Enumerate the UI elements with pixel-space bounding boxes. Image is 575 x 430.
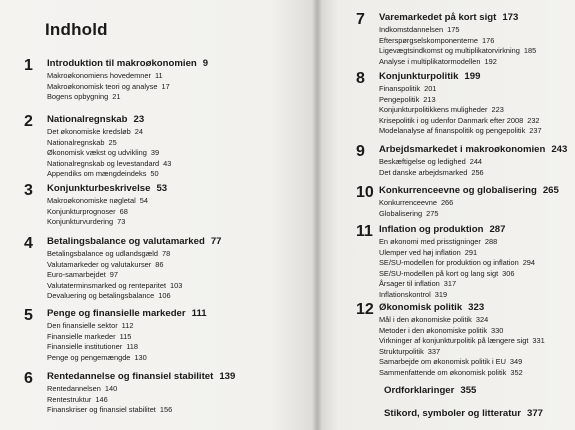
chapter-number: 4 bbox=[24, 235, 33, 252]
chapter-number: 9 bbox=[356, 143, 365, 160]
section-title: Virkninger af konjunkturpolitik på længere sigt bbox=[379, 336, 529, 345]
section-title: Pengepolitik bbox=[379, 94, 420, 104]
section-entry bbox=[379, 336, 545, 345]
section-title: SE/SU-modellen for produktion og inflation bbox=[379, 258, 519, 267]
section-title: Finansielle institutioner bbox=[47, 342, 123, 351]
section-entry bbox=[379, 279, 456, 288]
chapter-page-number: 77 bbox=[210, 236, 222, 247]
section-entry bbox=[379, 84, 436, 93]
section-entry bbox=[47, 217, 125, 226]
section-entry bbox=[47, 169, 159, 178]
chapter-number: 10 bbox=[356, 184, 374, 201]
section-page-number: 349 bbox=[509, 357, 523, 366]
section-entry bbox=[379, 347, 440, 356]
section-entry bbox=[47, 196, 148, 205]
section-entry bbox=[47, 395, 108, 404]
chapter-number: 11 bbox=[356, 223, 373, 240]
section-page-number: 306 bbox=[502, 268, 515, 278]
section-page-number: 118 bbox=[126, 342, 138, 351]
section-title: Efterspørgselskomponenterne bbox=[379, 35, 479, 45]
section-page-number: 73 bbox=[117, 217, 126, 226]
section-entry bbox=[47, 321, 133, 330]
chapter-page-number: 111 bbox=[191, 308, 207, 319]
section-entry bbox=[379, 46, 536, 55]
section-entry bbox=[47, 249, 170, 258]
chapter-number: 7 bbox=[356, 11, 365, 28]
section-title: Det danske arbejdsmarked bbox=[379, 167, 468, 177]
chapter-page-number: 139 bbox=[219, 371, 236, 382]
chapter-title: Varemarkedet på kort sigt bbox=[379, 12, 497, 23]
section-entry bbox=[379, 290, 447, 299]
section-page-number: 39 bbox=[150, 148, 160, 157]
section-entry bbox=[379, 198, 453, 207]
section-page-number: 156 bbox=[159, 405, 173, 414]
section-title: Beskæftigelse og ledighed bbox=[379, 157, 466, 166]
back-matter-entry bbox=[384, 385, 476, 396]
section-page-number: 25 bbox=[108, 137, 117, 147]
section-entry bbox=[379, 126, 542, 135]
section-entry bbox=[379, 57, 497, 66]
chapter-heading bbox=[379, 12, 518, 23]
section-title: Nationalregnskab og levestandard bbox=[47, 158, 160, 168]
section-entry bbox=[47, 92, 120, 101]
chapter-heading bbox=[47, 308, 207, 319]
section-page-number: 24 bbox=[134, 127, 144, 136]
chapter-number: 12 bbox=[356, 301, 374, 318]
section-title: Ligevægtsindkomst og multiplikatorvirkning bbox=[379, 46, 520, 55]
chapter-heading bbox=[379, 185, 559, 196]
section-page-number: 291 bbox=[464, 247, 478, 257]
chapter-page-number: 9 bbox=[202, 58, 209, 69]
section-page-number: 237 bbox=[529, 126, 542, 135]
right-page bbox=[318, 0, 575, 430]
section-page-number: 213 bbox=[423, 94, 436, 104]
section-entry bbox=[47, 353, 147, 362]
section-title: Euro-samarbejdet bbox=[47, 270, 106, 279]
section-entry bbox=[47, 291, 171, 300]
section-page-number: 103 bbox=[170, 280, 183, 290]
section-entry bbox=[47, 71, 163, 80]
chapter-page-number: 323 bbox=[468, 302, 485, 313]
back-matter-title: Ordforklaringer bbox=[384, 385, 455, 396]
section-page-number: 78 bbox=[161, 249, 171, 258]
section-page-number: 232 bbox=[527, 115, 540, 125]
chapter-heading bbox=[379, 224, 505, 235]
section-page-number: 324 bbox=[475, 315, 489, 324]
section-page-number: 330 bbox=[491, 325, 504, 335]
section-entry bbox=[47, 138, 117, 147]
section-page-number: 294 bbox=[522, 258, 536, 267]
section-page-number: 54 bbox=[139, 196, 148, 205]
section-title: Inflationskontrol bbox=[379, 289, 431, 299]
section-page-number: 140 bbox=[104, 384, 118, 393]
chapter-number: 1 bbox=[24, 57, 33, 74]
section-entry bbox=[379, 368, 523, 377]
section-title: Betalingsbalance og udlandsgæld bbox=[47, 249, 158, 258]
section-entry bbox=[47, 207, 128, 216]
section-page-number: 337 bbox=[427, 346, 441, 356]
section-entry bbox=[379, 209, 438, 218]
section-entry bbox=[47, 332, 131, 341]
section-page-number: 352 bbox=[510, 367, 523, 377]
chapter-page-number: 243 bbox=[551, 144, 568, 155]
section-entry bbox=[379, 25, 459, 34]
section-page-number: 275 bbox=[426, 208, 439, 218]
section-title: Makroøkonomisk teori og analyse bbox=[47, 81, 158, 91]
section-title: Devaluering og betalingsbalance bbox=[47, 291, 155, 300]
section-entry bbox=[47, 342, 138, 351]
chapter-title: Nationalregnskab bbox=[47, 114, 128, 125]
section-page-number: 288 bbox=[484, 237, 498, 246]
section-title: Ulemper ved høj inflation bbox=[379, 247, 461, 257]
section-page-number: 11 bbox=[154, 71, 163, 80]
section-title: Sammenfattende om økonomisk politik bbox=[379, 367, 507, 377]
section-page-number: 256 bbox=[471, 167, 484, 177]
chapter-heading bbox=[47, 114, 144, 125]
section-title: Krisepolitik i og udenfor Danmark efter 2008 bbox=[379, 115, 524, 125]
chapter-number: 8 bbox=[356, 70, 365, 87]
section-page-number: 17 bbox=[161, 81, 170, 91]
chapter-title: Konkurrenceevne og globalisering bbox=[379, 185, 537, 196]
chapter-heading bbox=[379, 302, 484, 313]
chapter-title: Konjunkturbeskrivelse bbox=[47, 183, 151, 194]
section-page-number: 112 bbox=[121, 321, 134, 330]
section-title: Modelanalyse af finanspolitik og pengepolitik bbox=[379, 126, 526, 135]
section-page-number: 97 bbox=[109, 270, 118, 279]
section-title: Mål i den økonomiske politik bbox=[379, 315, 472, 324]
section-page-number: 50 bbox=[150, 169, 159, 178]
section-title: Finanskriser og finansiel stabilitet bbox=[47, 405, 156, 414]
section-title: Valutaterminsmarked og renteparitet bbox=[47, 280, 166, 290]
section-page-number: 68 bbox=[119, 206, 128, 216]
section-title: Metoder i den økonomiske politik bbox=[379, 325, 488, 335]
section-page-number: 175 bbox=[447, 25, 460, 34]
section-entry bbox=[379, 357, 522, 366]
section-title: Samarbejde om økonomisk politik i EU bbox=[379, 357, 506, 366]
section-title: Den finansielle sektor bbox=[47, 321, 118, 330]
section-title: Konjunkturvurdering bbox=[47, 217, 114, 226]
section-entry bbox=[47, 281, 182, 290]
chapter-page-number: 287 bbox=[489, 224, 506, 235]
chapter-number: 5 bbox=[24, 307, 33, 324]
section-title: Indkomstdannelsen bbox=[379, 25, 444, 34]
chapter-page-number: 173 bbox=[502, 12, 519, 23]
section-page-number: 201 bbox=[424, 84, 437, 93]
back-matter-entry bbox=[384, 408, 543, 419]
section-title: En økonomi med prisstigninger bbox=[379, 237, 481, 246]
section-entry bbox=[47, 82, 170, 91]
section-entry bbox=[379, 157, 482, 166]
back-matter-page-number: 355 bbox=[460, 385, 477, 396]
chapter-title: Rentedannelse og finansiel stabilitet bbox=[47, 371, 214, 382]
chapter-title: Penge og finansielle markeder bbox=[47, 308, 186, 319]
section-page-number: 146 bbox=[95, 394, 108, 404]
chapter-heading bbox=[47, 371, 235, 382]
chapter-number: 6 bbox=[24, 370, 33, 387]
section-title: Penge og pengemængde bbox=[47, 352, 131, 362]
section-title: Årsager til inflation bbox=[379, 279, 440, 288]
section-page-number: 130 bbox=[134, 352, 147, 362]
section-title: Globalisering bbox=[379, 208, 423, 218]
section-entry bbox=[47, 148, 159, 157]
section-title: SE/SU-modellen på kort og lang sigt bbox=[379, 268, 499, 278]
section-page-number: 319 bbox=[434, 289, 448, 299]
section-title: Det økonomiske kredsløb bbox=[47, 127, 131, 136]
back-matter-title: Stikord, symboler og litteratur bbox=[384, 408, 522, 419]
chapter-title: Inflation og produktion bbox=[379, 224, 484, 235]
chapter-number: 2 bbox=[24, 113, 33, 130]
section-title: Nationalregnskab bbox=[47, 137, 105, 147]
section-entry bbox=[379, 168, 484, 177]
section-title: Appendiks om mængdeindeks bbox=[47, 169, 147, 178]
chapter-title: Introduktion til makroøkonomien bbox=[47, 58, 197, 69]
section-title: Finanspolitik bbox=[379, 84, 421, 93]
chapter-heading bbox=[47, 183, 167, 194]
chapter-heading bbox=[47, 58, 208, 69]
section-entry bbox=[379, 95, 436, 104]
chapter-heading bbox=[379, 71, 480, 82]
chapter-title: Betalingsbalance og valutamarked bbox=[47, 236, 205, 247]
section-page-number: 176 bbox=[482, 35, 495, 45]
section-page-number: 115 bbox=[119, 331, 132, 341]
section-entry bbox=[379, 36, 494, 45]
section-page-number: 21 bbox=[112, 92, 121, 101]
chapter-title: Økonomisk politik bbox=[379, 302, 463, 313]
chapter-page-number: 53 bbox=[156, 183, 168, 194]
section-entry bbox=[47, 260, 163, 269]
section-entry bbox=[379, 105, 504, 114]
section-title: Strukturpolitik bbox=[379, 346, 424, 356]
chapter-heading bbox=[47, 236, 222, 247]
section-entry bbox=[379, 326, 503, 335]
chapter-title: Konjunkturpolitik bbox=[379, 71, 459, 82]
chapter-page-number: 199 bbox=[464, 71, 481, 82]
section-entry bbox=[379, 315, 488, 324]
section-entry bbox=[47, 159, 171, 168]
section-page-number: 244 bbox=[469, 157, 483, 166]
section-title: Makroøkonomiens hovedemner bbox=[47, 71, 151, 80]
section-title: Konjunkturprognoser bbox=[47, 206, 116, 216]
section-title: Finansielle markeder bbox=[47, 331, 116, 341]
section-entry bbox=[379, 248, 477, 257]
chapter-page-number: 23 bbox=[133, 114, 145, 125]
chapter-number: 3 bbox=[24, 182, 33, 199]
section-title: Makroøkonomiske nøgletal bbox=[47, 196, 136, 205]
section-entry bbox=[47, 127, 143, 136]
section-entry bbox=[47, 405, 172, 414]
chapter-title: Arbejdsmarkedet i makroøkonomien bbox=[379, 144, 546, 155]
toc-title: Indhold bbox=[45, 20, 108, 39]
section-page-number: 43 bbox=[163, 158, 172, 168]
section-title: Økonomisk vækst og udvikling bbox=[47, 148, 147, 157]
section-page-number: 185 bbox=[523, 46, 537, 55]
back-matter-page-number: 377 bbox=[527, 408, 544, 419]
book-gutter bbox=[312, 0, 322, 430]
section-entry bbox=[47, 270, 118, 279]
section-title: Valutamarkeder og valutakurser bbox=[47, 259, 152, 269]
section-entry bbox=[379, 116, 540, 125]
section-entry bbox=[47, 384, 117, 393]
section-entry bbox=[379, 258, 535, 267]
section-entry bbox=[379, 237, 497, 246]
section-page-number: 317 bbox=[443, 279, 457, 288]
section-page-number: 331 bbox=[532, 336, 545, 345]
section-title: Rentestruktur bbox=[47, 394, 92, 404]
section-entry bbox=[379, 269, 514, 278]
section-title: Konkurrenceevne bbox=[379, 198, 437, 207]
section-page-number: 266 bbox=[440, 198, 454, 207]
section-title: Konjunkturpolitikkens muligheder bbox=[379, 105, 488, 114]
section-page-number: 106 bbox=[158, 291, 171, 300]
chapter-heading bbox=[379, 144, 567, 155]
chapter-page-number: 265 bbox=[542, 185, 559, 196]
section-title: Bogens opbygning bbox=[47, 92, 109, 101]
section-page-number: 86 bbox=[155, 259, 164, 269]
section-title: Analyse i multiplikatormodellen bbox=[379, 56, 481, 66]
section-page-number: 223 bbox=[491, 105, 504, 114]
section-page-number: 192 bbox=[484, 56, 497, 66]
section-title: Rentedannelsen bbox=[47, 384, 101, 393]
